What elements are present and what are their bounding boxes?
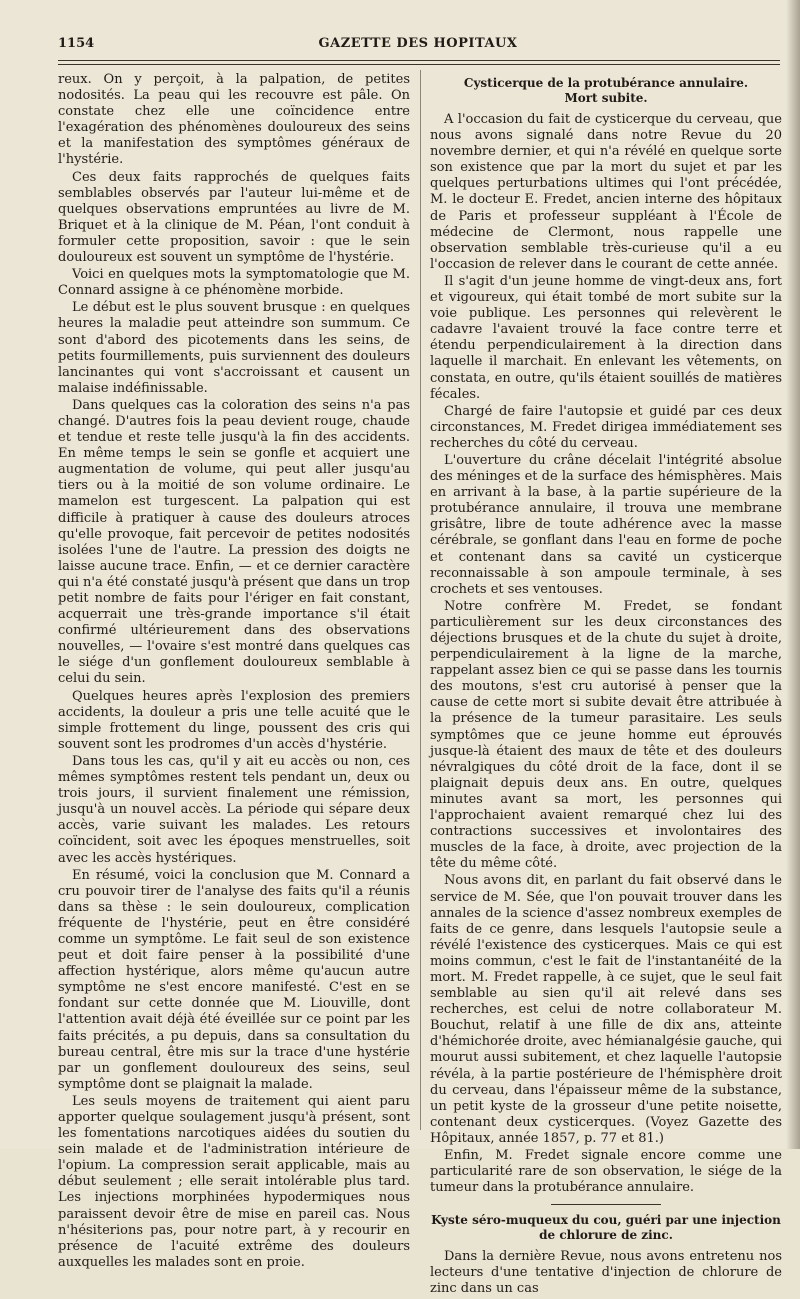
paragraph: Le début est le plus souvent brusque : en quelques heures la maladie peut atteindre son summum. Ce sont d'abord des picotements dans les seins, de petits fourmillements, puis surviennent des douleurs lancinantes qui vont s'accroissant et causent un malaise indéfinissable. bbox=[58, 300, 410, 396]
section-rule bbox=[551, 1204, 661, 1205]
paragraph: L'ouverture du crâne décelait l'intégrité absolue des méninges et de la surface des hémisphères. Mais en arrivant à la base, à la partie supérieure de la protubérance annulaire, il trouva une membrane grisâtre, libre de toute adhérence avec la masse cérébrale, se gonflant dans l'eau en forme de poche et contenant dans sa cavité un cysticerque reconnaissable à son ampoule terminale, à ses crochets et ses ventouses. bbox=[430, 452, 782, 597]
paragraph: Ces deux faits rapprochés de quelques faits semblables observés par l'auteur lui-même et de quelques observations empruntées au livre de M. Briquet et à la clinique de M. Péan, l'ont conduit à formuler cette proposition, savoir : que le sein douloureux est souvent un symptôme de l'hystérie. bbox=[58, 169, 410, 266]
article-heading bbox=[430, 1213, 782, 1243]
header-rule bbox=[58, 60, 780, 61]
paragraph: Quelques heures après l'explosion des premiers accidents, la douleur a pris une telle acuité que le simple frottement du linge, poussent des cris qui souvent sont les prodromes d'un accès d'hystérie. bbox=[58, 688, 410, 752]
paragraph: Notre confrère M. Fredet, se fondant particulièrement sur les deux circonstances des déjections brusques et de la chute du sujet à droite, perpendiculairement à la ligne de la marche, rappelant assez bien ce qui se passe dans les tournis des moutons, s'est cru autorisé à penser que la cause de cette mort si subite devait être attribuée à la présence de la tumeur parasitaire. Les seuls symptômes que ce jeune homme eut éprouvés jusque-là étaient des maux de tête et des douleurs névralgiques du côté droit de la face, dont il se plaignait depuis deux ans. En outre, quelques minutes avant sa mort, les personnes qui l'approchaient avaient remarqué chez lui des contractions successives et involontaires des muscles de la face, à droite, avec projection de la tête du même côté. bbox=[430, 598, 782, 872]
paragraph: A l'occasion du fait de cysticerque du cerveau, que nous avons signalé dans notre Revue du 20 novembre dernier, et qui n'a révélé en quelque sorte son existence que par la mort du sujet et par les quelques perturbations ultimes qui l'ont précédée, M. le docteur E. Fredet, ancien interne des hôpitaux de Paris et professeur suppléant à l'École de médecine de Clermont, nous rappelle une observation semblable très-curieuse qu'il a eu l'occasion de relever dans le courant de cette année. bbox=[430, 112, 782, 272]
header-rule-double bbox=[58, 64, 780, 65]
article-title: Kyste séro-muqueux du cou, guéri par une injection bbox=[431, 1213, 781, 1228]
paragraph: Nous avons dit, en parlant du fait observé dans le service de M. Sée, que l'on pouvait trouver dans les annales de la science d'assez nombreux exemples de faits de ce genre, dans lesquels l'autopsie seule a révélé l'existence des cysticerques. Mais ce qui est moins commun, c'est le fait de l'instantanéité de la mort. M. Fredet rappelle, à ce sujet, que le seul fait semblable au sien qu'il ait relevé dans ses recherches, est celui de notre collaborateur M. Bouchut, relatif à une fille de dix ans, atteinte d'hémichorée droite, avec hémianalgésie gauche, qui mourut aussi subitement, et chez laquelle l'autopsie révéla, à la partie postérieure de l'hémisphère droit du cerveau, dans l'épaisseur même de la substance, un petit kyste de la grosseur d'une petite noisette, contenant deux cysticerques. (Voyez Gazette des Hôpitaux, année 1857, p. 77 et 81.) bbox=[430, 873, 782, 1146]
page-number: 1154 bbox=[58, 36, 95, 51]
column-divider bbox=[420, 70, 421, 1130]
article-heading bbox=[430, 76, 782, 106]
paragraph: Les seuls moyens de traitement qui aient paru apporter quelque soulagement jusqu'à présent, sont les fomentations narcotiques aidées du soutien du sein malade et de l'administration intérieure de l'opium. La compression serait applicable, mais au début seulement ; elle serait intolérable plus tard. Les injections morphinées hypodermiques nous paraissent devoir être de mise en pareil cas. Nous n'hésiterions pas, pour notre part, à y recourir en présence de l'acuité extrême des douleurs auxquelles les malades sont en proie. bbox=[58, 1093, 410, 1270]
paragraph: Dans la dernière Revue, nous avons entretenu nos lecteurs d'une tentative d'injection de chlorure de zinc dans un cas bbox=[430, 1249, 782, 1297]
left-column bbox=[58, 72, 410, 1272]
paragraph: En résumé, voici la conclusion que M. Connard a cru pouvoir tirer de l'analyse des faits qu'il a réunis dans sa thèse : le sein douloureux, complication fréquente de l'hystérie, peut en être considéré comme un symptôme. Le fait seul de son existence peut et doit faire penser à la possibilité d'une affection hystérique, alors même qu'aucun autre symptôme ne s'est encore manifesté. C'est en se fondant sur cette donnée que M. Liouville, dont l'attention avait déjà été éveillée sur ce point par les faits précités, a pu depuis, dans sa consultation du bureau central, être mis sur la trace d'une hystérie par un gonflement douloureux des seins, seul symptôme dont se plaignait la malade. bbox=[58, 867, 410, 1092]
article-title: Cysticerque de la protubérance annulaire. bbox=[463, 76, 749, 90]
article-subtitle: Mort subite. bbox=[564, 91, 648, 105]
journal-title: GAZETTE DES HOPITAUX bbox=[318, 36, 518, 51]
paragraph: reux. On y perçoit, à la palpation, de petites nodosités. La peau qui les recouvre est pâle. On constate chez elle une coïncidence entre l'exagération des phénomènes douloureux des seins et la manifestation des symptômes généraux de l'hystérie. bbox=[58, 72, 410, 168]
paragraph: Dans quelques cas la coloration des seins n'a pas changé. D'autres fois la peau devient rouge, chaude et tendue et reste telle jusqu'à la fin des accidents. En même temps le sein se gonfle et acquiert une augmentation de volume, qui peut aller jusqu'au tiers ou à la moitié de son volume ordinaire. Le mamelon est turgescent. La palpation qui est difficile à pratiquer à cause des douleurs atroces qu'elle provoque, fait percevoir de petites nodosités isolées l'une de l'autre. La pression des doigts ne laisse aucune trace. Enfin, — et ce dernier caractère qui n'a été constaté jusqu'à présent que dans un trop petit nombre de faits pour l'ériger en fait constant, acquerrait une très-grande importance s'il était confirmé ultérieurement dans des observations nouvelles, — l'ovaire s'est montré dans quelques cas le siége d'un gonflement douloureux semblable à celui du sein. bbox=[58, 397, 410, 687]
paragraph: Voici en quelques mots la symptomatologie que M. Connard assigne à ce phénomène morbide. bbox=[58, 267, 410, 299]
article-subtitle: de chlorure de zinc. bbox=[539, 1228, 673, 1243]
paragraph: Il s'agit d'un jeune homme de vingt-deux ans, fort et vigoureux, qui était tombé de mort subite sur la voie publique. Les personnes qui relevèrent le cadavre l'avaient trouvé la face contre terre et étendu perpendiculairement à la direction dans laquelle il marchait. En enlevant les vêtements, on constata, en outre, qu'ils étaient souillés de matières fécales. bbox=[430, 273, 782, 402]
right-column bbox=[430, 72, 782, 1299]
page-header bbox=[58, 30, 778, 52]
paragraph: Enfin, M. Fredet signale encore comme une particularité rare de son observation, le siége de la tumeur dans la protubérance annulaire. bbox=[430, 1148, 782, 1196]
paragraph: Chargé de faire l'autopsie et guidé par ces deux circonstances, M. Fredet dirigea immédiatement ses recherches du côté du cerveau. bbox=[430, 403, 782, 451]
page-edge-shadow bbox=[786, 0, 800, 1149]
paragraph: Dans tous les cas, qu'il y ait eu accès ou non, ces mêmes symptômes restent tels pendant un, deux ou trois jours, il survient finalement une rémission, jusqu'à un nouvel accès. La période qui sépare deux accès, varie suivant les malades. Les retours coïncident, soit avec les époques menstruelles, soit avec les accès hystériques. bbox=[58, 753, 410, 866]
